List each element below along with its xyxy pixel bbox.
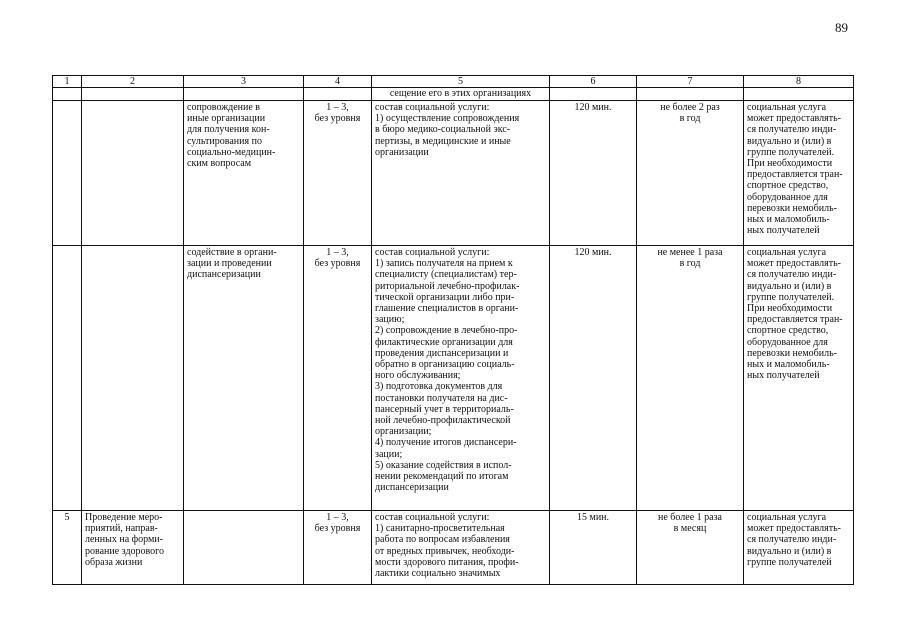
continuation-text: сещение его в этих организациях: [372, 88, 550, 101]
column-header: 7: [637, 76, 744, 88]
service-time: 15 мин.: [550, 511, 637, 585]
service-notes: социальная услуга может предоставлять- ся получателю инди- видуально и (или) в группе получателей. При необходимости предоставляется тран- спортное средство, оборудованное для перевозки немобиль- ных и маломобиль- ных получателей: [744, 246, 854, 511]
service-frequency: не менее 1 раза в год: [637, 246, 744, 511]
column-header: 6: [550, 76, 637, 88]
measure-name: [82, 101, 184, 246]
table-row: [53, 511, 854, 585]
service-level: 1 – 3, без уровня: [304, 101, 372, 246]
service-name: содействие в органи- зации и проведении диспансеризации: [184, 246, 304, 511]
service-notes: социальная услуга может предоставлять- ся получателю инди- видуально и (или) в группе получателей: [744, 511, 854, 585]
service-content: состав социальной услуги: 1) запись получателя на прием к специалисту (специалистам) тер- риториальной лечебно-профилак- тической организации либо при- глашение специалистов в органи- зацию; 2) сопровождение в лечебно-про- филактические организации для проведения диспансеризации и обратно в организацию социаль- ного обслуживания; 3) подготовка документов для постановки получателя на дис- пансерный учет в территориаль- ной лечебно-профилактической организации; 4) получение итогов диспансери- зации; 5) оказание содействия в испол- нении рекомендаций по итогам диспансеризации: [372, 246, 550, 511]
service-name: сопровождение в иные организации для получения кон- сультирования по социально-медицин- ским вопросам: [184, 101, 304, 246]
service-level: 1 – 3, без уровня: [304, 511, 372, 585]
column-header: 4: [304, 76, 372, 88]
row-number: 5: [53, 511, 82, 585]
service-content: состав социальной услуги: 1) осуществление сопровождения в бюро медико-социальной экс- пертизы, в медицинские и иные организации: [372, 101, 550, 246]
service-content: состав социальной услуги: 1) санитарно-просветительная работа по вопросам избавления от вредных привычек, необходи- мости здорового питания, профи- лактики социально значимых: [372, 511, 550, 585]
row-number: [53, 246, 82, 511]
row-number: [53, 101, 82, 246]
column-header: 1: [53, 76, 82, 88]
table-row: [53, 101, 854, 246]
service-frequency: не более 1 раза в месяц: [637, 511, 744, 585]
service-notes: социальная услуга может предоставлять- ся получателю инди- видуально и (или) в группе получателей. При необходимости предоставляется тран- спортное средство, оборудованное для перевозки немобиль- ных и маломобиль- ных получателей: [744, 101, 854, 246]
column-header: 3: [184, 76, 304, 88]
column-header: 8: [744, 76, 854, 88]
service-frequency: не более 2 раз в год: [637, 101, 744, 246]
table-header: [53, 76, 854, 88]
measure-name: Проведение меро- приятий, направ- ленных на форми- рование здорового образа жизни: [82, 511, 184, 585]
service-name: [184, 511, 304, 585]
measure-name: [82, 246, 184, 511]
column-header: 2: [82, 76, 184, 88]
service-time: 120 мин.: [550, 101, 637, 246]
service-level: 1 – 3, без уровня: [304, 246, 372, 511]
service-time: 120 мин.: [550, 246, 637, 511]
table-row: [53, 246, 854, 511]
page-number: 89: [835, 20, 848, 35]
column-header: 5: [372, 76, 550, 88]
services-table: [52, 75, 854, 585]
continuation-row: [53, 88, 854, 101]
